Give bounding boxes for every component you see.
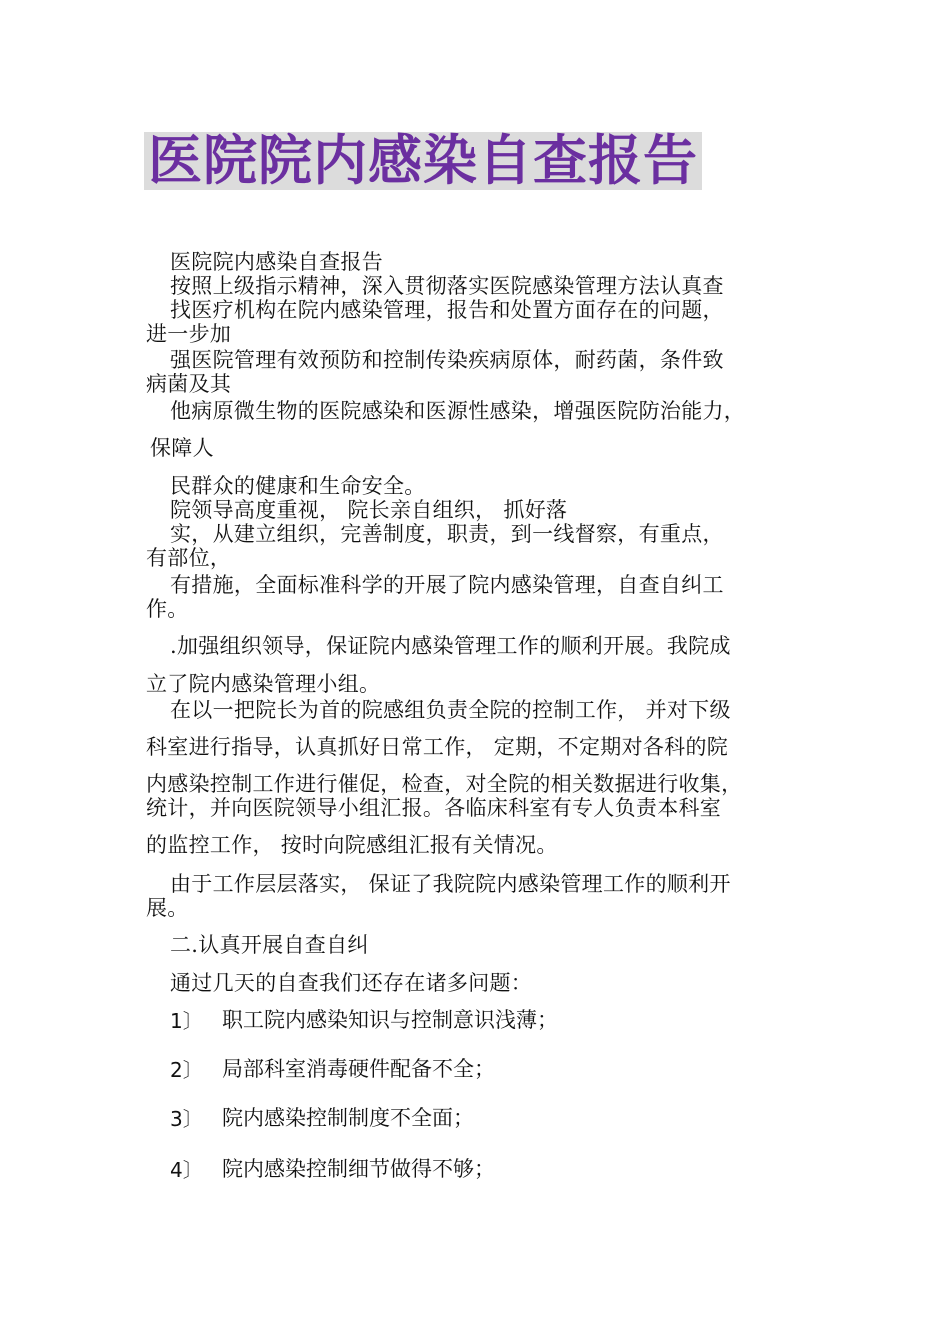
body-line: 民群众的健康和生命安全。 [170,474,426,498]
body-line: 通过几天的自查我们还存在诸多问题： [170,971,533,995]
body-line: 在以一把院长为首的院感组负责全院的控制工作， 并对下级 [170,698,731,722]
list-item-text: 院内感染控制制度不全面； [222,1106,474,1130]
body-line: 立了院内感染管理小组。 [146,672,381,696]
body-line: 作。 [146,597,189,621]
body-line: 保障人 [150,436,214,460]
list-item-text: 职工院内感染知识与控制意识浅薄； [222,1008,558,1032]
body-line: 强医院管理有效预防和控制传染疾病原体，耐药菌，条件致 [170,348,724,372]
list-item-number: 1〕 [170,1009,203,1033]
section-heading: 二.认真开展自查自纠 [170,933,369,957]
body-line: 有措施，全面标准科学的开展了院内感染管理，自查自纠工 [170,573,724,597]
body-line: 实，从建立组织，完善制度，职责，到一线督察，有重点， [170,522,724,546]
body-line: 有部位， [146,546,232,570]
list-item-text: 局部科室消毒硬件配备不全； [222,1057,495,1081]
document-title: 医院院内感染自查报告 [144,132,702,190]
body-line: 按照上级指示精神，深入贯彻落实医院感染管理方法认真查 [170,274,724,298]
body-line: 的监控工作， 按时向院感组汇报有关情况。 [146,833,558,857]
list-item-text: 院内感染控制细节做得不够； [222,1157,495,1181]
body-line: 他病原微生物的医院感染和医源性感染，增强医院防治能力， [170,399,746,423]
body-line: 展。 [146,896,189,920]
list-item-number: 4〕 [170,1158,203,1182]
body-line: 进一步加 [146,322,232,346]
body-line: 内感染控制工作进行催促，检查，对全院的相关数据进行收集， [146,772,743,796]
body-line: 找医疗机构在院内感染管理，报告和处置方面存在的问题， [170,298,724,322]
body-line: 病菌及其 [146,372,232,396]
list-item-number: 2〕 [170,1058,203,1082]
body-line: 院领导高度重视， 院长亲自组织， 抓好落 [170,498,568,522]
body-line: 医院院内感染自查报告 [170,250,383,274]
body-line: 由于工作层层落实， 保证了我院院内感染管理工作的顺利开 [170,872,731,896]
body-line: .加强组织领导，保证院内感染管理工作的顺利开展。我院成 [170,634,731,658]
body-line: 科室进行指导，认真抓好日常工作， 定期，不定期对各科的院 [146,735,729,759]
body-line: 统计，并向医院领导小组汇报。各临床科室有专人负责本科室 [146,796,722,820]
list-item-number: 3〕 [170,1107,203,1131]
